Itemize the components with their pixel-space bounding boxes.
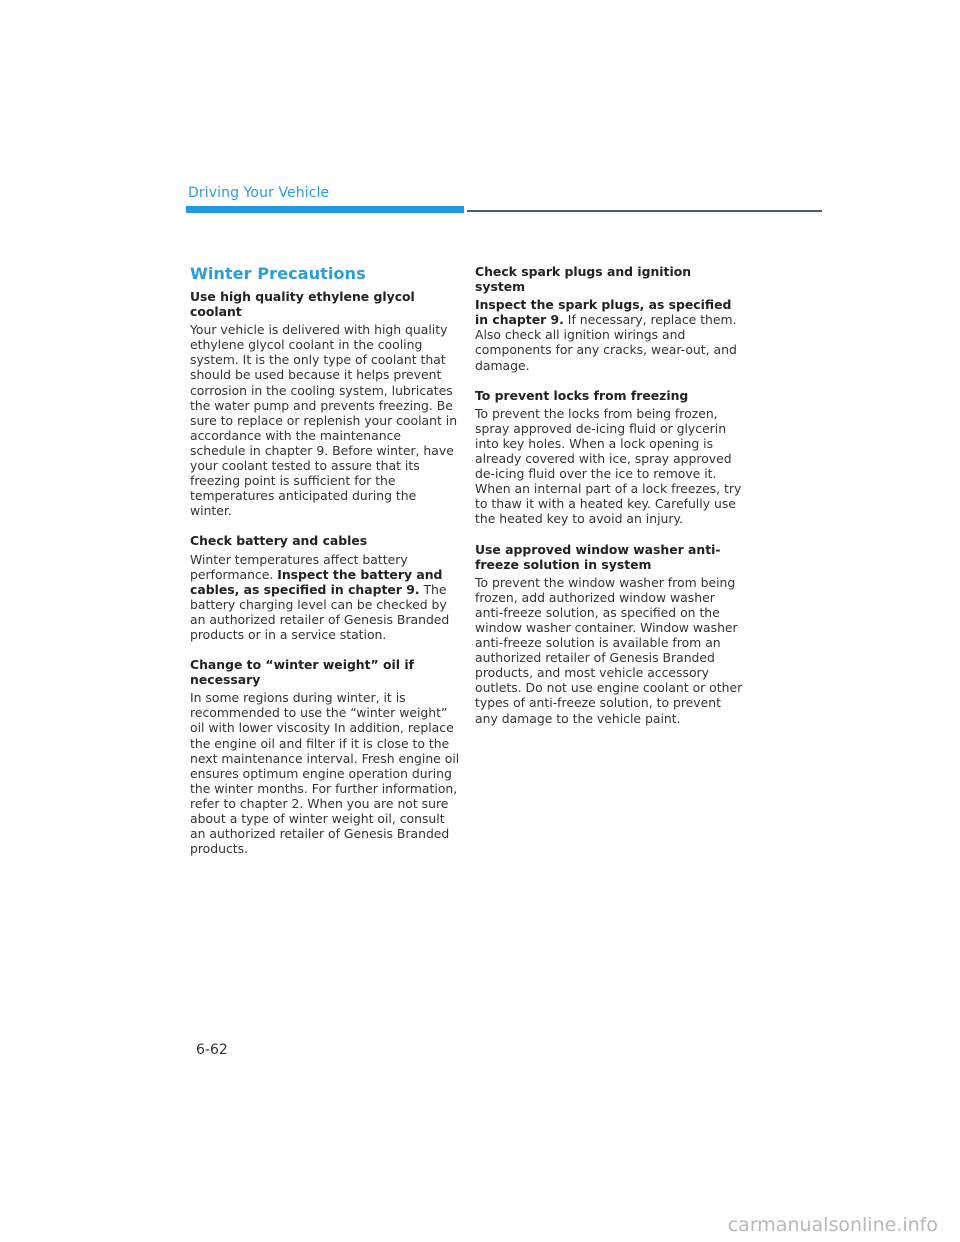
header-rule [467, 210, 822, 212]
oil-heading: Change to “winter weight” oil if necessary [190, 657, 414, 688]
oil-body: In some regions during winter, it is recommended to use the “winter weight” oil with lower viscosity In addition, replace the engine oil and filter if it is close to the next maintenance interval. Fresh engine oil ensures optimum engine operation during the winter months. For further information, refer to chapter 2. When you are not sure about a type of winter weight oil, consult an authorized retailer of Genesis Branded products. [190, 690, 460, 857]
battery-body [190, 552, 460, 643]
battery-body-text-end: The battery charging level can be checked by an authorized retailer of Genesis Branded products or in a service station. [190, 581, 450, 642]
right-column [475, 264, 745, 741]
chapter-title: Driving Your Vehicle [188, 185, 330, 201]
watermark[interactable]: carmanualsonline.info [727, 1214, 938, 1236]
coolant-body: Your vehicle is delivered with high quality ethylene glycol coolant in the cooling system. It is the only type of coolant that should be used because it helps prevent corrosion in the cooling system, lubricates the water pump and prevents freezing. Be sure to replace or replenish your coolant in accordance with the maintenance schedule in chapter 9. Before winter, have your coolant tested to assure that its freezing point is sufficient for the temperatures anticipated during the winter. [190, 322, 458, 519]
section-title: Winter Precautions [190, 264, 366, 283]
battery-heading: Check battery and cables [190, 533, 368, 549]
locks-heading: To prevent locks from freezing [475, 387, 689, 403]
coolant-heading: Use high quality ethylene glycol coolant [190, 289, 415, 320]
spark-body [475, 297, 745, 372]
locks-body: To prevent the locks from being frozen, spray approved de-icing fluid or glycerin into key holes. When a lock opening is already covered with ice, spray approved de-icing fluid over the ice to remove it. When an internal part of a lock freezes, try to thaw it with a heated key. Carefully use the heated key to avoid an injury. [475, 405, 742, 527]
washer-heading: Use approved window washer anti-freeze solution in system [475, 541, 721, 572]
header-rule-accent [186, 206, 464, 213]
battery-body-emphasis: Inspect the battery and cables, as specified in chapter 9. [190, 566, 443, 597]
page-number: 6-62 [196, 1042, 228, 1058]
washer-body: To prevent the window washer from being frozen, add authorized window washer anti-freeze solution, as specified on the window washer container. Window washer anti-freeze solution is available from an authorized retailer of Genesis Branded products, and most vehicle accessory outlets. Do not use engine coolant or other types of anti-freeze solution, to prevent any damage to the vehicle paint. [475, 574, 743, 726]
spark-body-emphasis: Inspect the spark plugs, as specified in chapter 9. [475, 297, 732, 328]
left-column [190, 264, 460, 871]
battery-body-text: Winter temperatures affect battery performance. [190, 551, 408, 582]
spark-body-text: If necessary, replace them. Also check all ignition wirings and components for any cracks, wear-out, and damage. [475, 312, 737, 373]
spark-heading: Check spark plugs and ignition system [475, 264, 692, 295]
